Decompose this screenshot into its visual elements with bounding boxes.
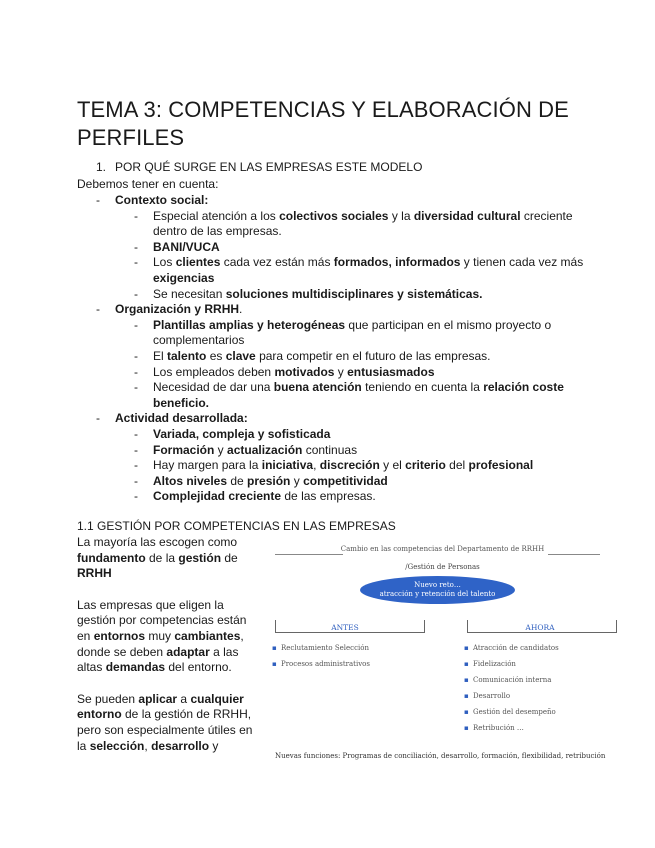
text-run: y bbox=[209, 738, 219, 753]
bold-text: presión bbox=[247, 473, 291, 488]
oval-line-1: Nuevo reto… bbox=[414, 581, 461, 589]
outline-list bbox=[77, 193, 597, 505]
group-label: Actividad desarrollada: bbox=[115, 411, 248, 426]
bold-text: exigencias bbox=[153, 270, 215, 285]
dash-marker: - bbox=[134, 286, 138, 301]
bold-text: criterio bbox=[405, 458, 446, 473]
text-run: que participan en el mismo proyecto o complementarios bbox=[153, 317, 552, 348]
figure-subheader: /Gestión de Personas bbox=[405, 563, 480, 571]
figure-list-item bbox=[464, 704, 614, 720]
dash-marker: - bbox=[96, 302, 100, 317]
outline-group-heading bbox=[77, 302, 597, 318]
bold-text: relación coste beneficio. bbox=[153, 380, 564, 410]
figure-footer: Nuevas funciones: Programas de conciliación, desarrollo, formación, flexibilidad, retribución bbox=[275, 752, 606, 760]
bold-text: soluciones multidisciplinares y sistemáticas. bbox=[225, 286, 483, 301]
before-list bbox=[272, 640, 422, 672]
figure-list-item bbox=[272, 656, 422, 672]
outline-item bbox=[77, 380, 597, 411]
header-rule-right bbox=[548, 554, 600, 555]
outline-item bbox=[77, 365, 597, 381]
text-run: a bbox=[177, 691, 191, 706]
bold-text: formados, informados bbox=[333, 255, 461, 270]
text-run: para competir en el futuro de las empresas. bbox=[255, 348, 491, 363]
competencies-figure bbox=[270, 545, 615, 770]
bold-text: entornos bbox=[93, 628, 146, 643]
text-run: Hay margen para la bbox=[153, 458, 262, 473]
figure-item-text: Comunicación interna bbox=[473, 676, 552, 684]
text-run: Las empresas que eligen la gestión por competencias están en bbox=[77, 597, 247, 643]
dash-marker: - bbox=[134, 442, 138, 457]
figure-list-item bbox=[464, 688, 614, 704]
bold-text: adaptar bbox=[166, 644, 210, 659]
bold-text: talento bbox=[167, 348, 207, 363]
figure-list-item bbox=[464, 720, 614, 736]
dash-marker: - bbox=[96, 193, 100, 207]
bold-text: cualquier entorno bbox=[77, 691, 244, 722]
dash-marker: - bbox=[134, 426, 138, 441]
bullet-icon: ▪ bbox=[464, 724, 469, 732]
section-heading-text: POR QUÉ SURGE EN LAS EMPRESAS ESTE MODELO bbox=[115, 160, 423, 174]
dash-marker: - bbox=[134, 489, 138, 504]
bold-text: buena atención bbox=[273, 380, 362, 395]
bold-text: Formación bbox=[153, 442, 215, 457]
dash-marker: - bbox=[134, 473, 138, 488]
after-list bbox=[464, 640, 614, 736]
text-run: teniendo en cuenta la bbox=[361, 380, 484, 395]
text-run: Los bbox=[153, 255, 176, 270]
text-run: de bbox=[227, 473, 248, 488]
text-run: y bbox=[214, 442, 228, 457]
bold-text: iniciativa bbox=[261, 458, 314, 473]
dash-marker: - bbox=[96, 411, 100, 426]
bullet-icon: ▪ bbox=[464, 644, 469, 652]
text-run: , bbox=[144, 738, 152, 753]
before-bracket bbox=[275, 620, 425, 633]
text-run: a las altas bbox=[77, 644, 239, 675]
figure-header-text: Cambio en las competencias del Departamento de RRHH bbox=[340, 545, 545, 553]
header-rule-left bbox=[275, 554, 343, 555]
bold-text: fundamento bbox=[77, 550, 146, 565]
oval-line-2: atracción y retención del talento bbox=[379, 590, 496, 598]
body-paragraph bbox=[77, 535, 262, 582]
after-column-title: AHORA bbox=[525, 623, 555, 632]
text-run: Los empleados deben bbox=[153, 364, 275, 379]
text-run: de las empresas. bbox=[281, 489, 376, 504]
bold-text: Complejidad creciente bbox=[153, 489, 282, 504]
text-run: continuas bbox=[302, 442, 358, 457]
outline-item bbox=[77, 458, 597, 474]
bold-text: entusiasmados bbox=[347, 364, 435, 379]
dash-marker: - bbox=[134, 364, 138, 379]
text-run: y bbox=[334, 364, 348, 379]
figure-list-item bbox=[464, 656, 614, 672]
text-run: creciente dentro de las empresas. bbox=[153, 208, 573, 239]
bold-text: Plantillas amplias y heterogéneas bbox=[153, 317, 346, 332]
text-run: Especial atención a los bbox=[153, 208, 280, 223]
bullet-icon: ▪ bbox=[272, 660, 277, 668]
text-run: de la bbox=[145, 550, 179, 565]
before-column-title: ANTES bbox=[331, 623, 359, 632]
bold-text: aplicar bbox=[138, 691, 178, 706]
bold-text: actualización bbox=[227, 442, 303, 457]
bold-text: cambiantes bbox=[174, 628, 241, 643]
new-challenge-oval bbox=[360, 576, 515, 604]
figure-item-text: Reclutamiento Selección bbox=[281, 644, 369, 652]
text-run: del bbox=[445, 458, 469, 473]
outline-item bbox=[77, 209, 597, 240]
text-run: cada vez están más bbox=[220, 255, 334, 270]
dash-marker: - bbox=[134, 208, 138, 223]
text-run: La mayoría las escogen como bbox=[77, 535, 238, 549]
figure-list-item bbox=[272, 640, 422, 656]
text-run: y bbox=[290, 473, 304, 488]
outline-group-heading bbox=[77, 193, 597, 209]
dash-marker: - bbox=[134, 255, 138, 270]
text-run: El bbox=[153, 348, 168, 363]
bullet-icon: ▪ bbox=[464, 708, 469, 716]
bold-text: diversidad cultural bbox=[413, 208, 521, 223]
bold-text: colectivos sociales bbox=[279, 208, 389, 223]
text-run: y el bbox=[379, 458, 406, 473]
outline-item bbox=[77, 255, 597, 286]
bullet-icon: ▪ bbox=[464, 660, 469, 668]
text-run: de la gestión de RRHH, pero son especialmente útiles en la bbox=[77, 707, 253, 753]
text-run: Necesidad de dar una bbox=[153, 380, 274, 395]
figure-list-item bbox=[464, 640, 614, 656]
figure-list-item bbox=[464, 672, 614, 688]
body-paragraph bbox=[77, 598, 262, 676]
bold-text: selección bbox=[89, 738, 145, 753]
text-run: , bbox=[313, 458, 320, 473]
section-heading-1 bbox=[96, 160, 422, 174]
dash-marker: - bbox=[134, 317, 138, 332]
bold-text: clientes bbox=[175, 255, 221, 270]
outline-group-heading bbox=[77, 411, 597, 427]
outline-item bbox=[77, 427, 597, 443]
outline-item bbox=[77, 489, 597, 505]
text-run: muy bbox=[145, 628, 175, 643]
bold-text: clave bbox=[225, 348, 256, 363]
bold-text: gestión bbox=[178, 550, 222, 565]
bold-text: RRHH bbox=[77, 566, 112, 581]
section-heading-1-1: 1.1 GESTIÓN POR COMPETENCIAS EN LAS EMPRESAS bbox=[77, 519, 396, 533]
text-run: Se necesitan bbox=[153, 286, 226, 301]
text-run: y la bbox=[388, 208, 414, 223]
figure-item-text: Procesos administrativos bbox=[281, 660, 370, 668]
outline-item bbox=[77, 443, 597, 459]
outline-item bbox=[77, 349, 597, 365]
figure-item-text: Atracción de candidatos bbox=[473, 644, 559, 652]
page-title: TEMA 3: COMPETENCIAS Y ELABORACIÓN DE PERFILES bbox=[77, 97, 569, 150]
outline-item bbox=[77, 240, 597, 256]
group-label-suffix: . bbox=[239, 302, 243, 317]
body-paragraph bbox=[77, 692, 262, 754]
group-label: Contexto social: bbox=[115, 193, 209, 207]
bold-text: demandas bbox=[105, 660, 166, 675]
text-run: Se pueden bbox=[77, 691, 139, 706]
figure-item-text: Gestión del desempeño bbox=[473, 708, 556, 716]
bold-text: discreción bbox=[319, 458, 380, 473]
figure-item-text: Retribución … bbox=[473, 724, 524, 732]
bold-text: BANI/VUCA bbox=[153, 239, 220, 254]
left-column-text bbox=[77, 535, 262, 770]
bold-text: profesional bbox=[468, 458, 534, 473]
bold-text: Variada, compleja y sofisticada bbox=[153, 426, 331, 441]
text-run: del entorno. bbox=[165, 660, 232, 675]
bold-text: Altos niveles bbox=[153, 473, 228, 488]
intro-text: Debemos tener en cuenta: bbox=[77, 177, 219, 191]
outline-item bbox=[77, 287, 597, 303]
outline-item bbox=[77, 318, 597, 349]
figure-item-text: Fidelización bbox=[473, 660, 516, 668]
bullet-icon: ▪ bbox=[272, 644, 277, 652]
dash-marker: - bbox=[134, 348, 138, 363]
text-run: es bbox=[206, 348, 226, 363]
outline-item bbox=[77, 474, 597, 490]
text-run: , donde se deben bbox=[77, 628, 244, 659]
bullet-icon: ▪ bbox=[464, 676, 469, 684]
after-bracket bbox=[467, 620, 617, 633]
figure-item-text: Desarrollo bbox=[473, 692, 511, 700]
text-run: y tienen cada vez más bbox=[460, 255, 584, 270]
bold-text: desarrollo bbox=[151, 738, 210, 753]
bold-text: motivados bbox=[274, 364, 335, 379]
bold-text: competitividad bbox=[303, 473, 388, 488]
group-label: Organización y RRHH bbox=[115, 302, 240, 317]
bullet-icon: ▪ bbox=[464, 692, 469, 700]
figure-header bbox=[270, 545, 615, 553]
dash-marker: - bbox=[134, 239, 138, 254]
text-run: de bbox=[221, 550, 238, 565]
section-number: 1. bbox=[96, 160, 107, 174]
dash-marker: - bbox=[134, 380, 138, 395]
dash-marker: - bbox=[134, 458, 138, 473]
